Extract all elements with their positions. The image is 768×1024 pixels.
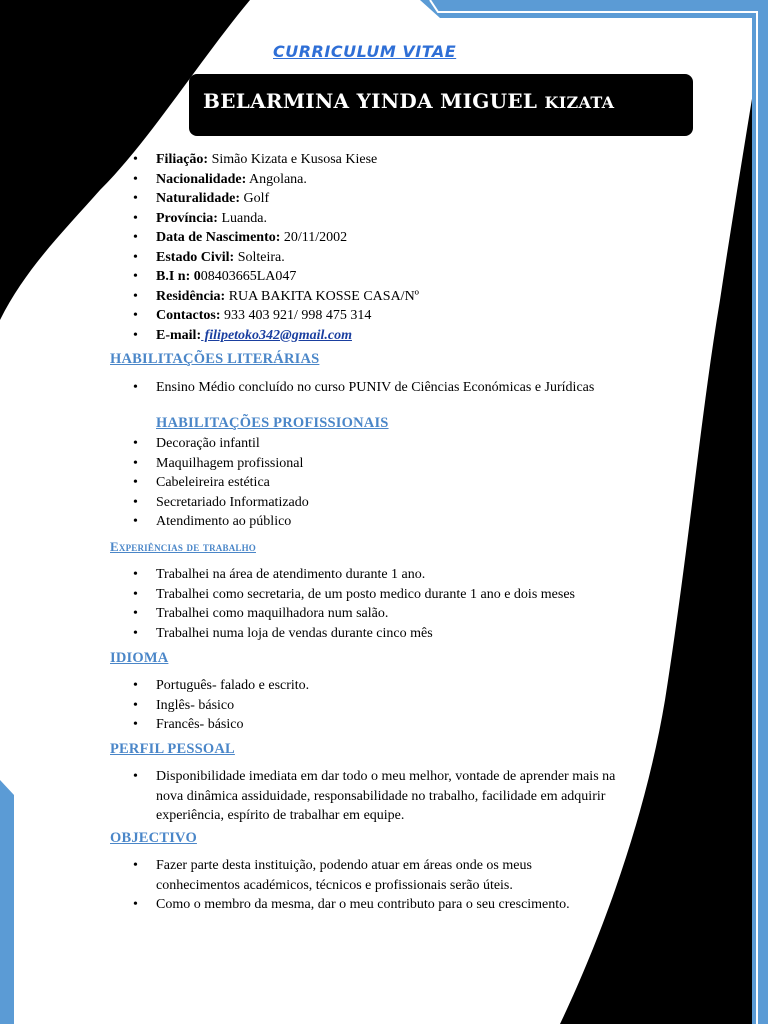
language-list [133,676,653,735]
literary-heading: HABILITAÇÕES LITERÁRIAS [110,351,320,367]
list-item: • Naturalidade: Golf [133,189,653,209]
list-item: • Inglês- básico [133,696,653,716]
list-item: • Trabalhei numa loja de vendas durante cinco mês [133,624,653,644]
list-item: • Decoração infantil [133,434,653,454]
experience-list [133,565,653,643]
list-item: • Cabeleireira estética [133,473,653,493]
professional-heading: HABILITAÇÕES PROFISSIONAIS [156,415,389,431]
cv-title: CURRICULUM VITAE [273,42,457,61]
list-item: • Trabalhei como maquilhadora num salão. [133,604,653,624]
personal-info-list [133,150,653,345]
list-item: • Atendimento ao público [133,512,653,532]
list-item: • Ensino Médio concluído no curso PUNIV de Ciências Económicas e Jurídicas [133,378,653,398]
language-heading: IDIOMA [110,650,169,666]
full-name [203,89,614,113]
list-item: • Estado Civil: Solteira. [133,248,653,268]
list-item: • B.I n: 008403665LA047 [133,267,653,287]
list-item: • Fazer parte desta instituição, podendo atuar em áreas onde os meus conhecimentos académicos, técnicos e profissionais serão úteis. [133,856,618,895]
list-item: • Disponibilidade imediata em dar todo o meu melhor, vontade de aprender mais na nova dinâmica assiduidade, responsabilidade no trabalho, facilidade em adquirir experiência, espírito de trabalhar em equipe. [133,767,633,826]
list-item: • Como o membro da mesma, dar o meu contributo para o seu crescimento. [133,895,618,915]
list-item: • Maquilhagem profissional [133,454,653,474]
email-link[interactable]: filipetoko342@gmail.com [201,327,352,343]
list-item: • Residência: RUA BAKITA KOSSE CASA/Nº [133,287,653,307]
name-main: BELARMINA YINDA MIGUEL [203,89,538,113]
profile-heading: PERFIL PESSOAL [110,741,235,757]
list-item: • Filiação: Simão Kizata e Kusosa Kiese [133,150,653,170]
profile-list [133,767,633,826]
objective-list [133,856,618,915]
list-item: • Contactos: 933 403 921/ 998 475 314 [133,306,653,326]
list-item: • Trabalhei como secretaria, de um posto medico durante 1 ano e dois meses [133,585,653,605]
name-banner [189,74,693,136]
list-item: • Nacionalidade: Angolana. [133,170,653,190]
objective-heading: OBJECTIVO [110,830,197,846]
experience-heading: Experiências de trabalho [110,539,256,554]
list-item: • E-mail: filipetoko342@gmail.com [133,326,653,346]
literary-list [133,378,653,398]
list-item: • Data de Nascimento: 20/11/2002 [133,228,653,248]
list-item: • Secretariado Informatizado [133,493,653,513]
list-item: • Província: Luanda. [133,209,653,229]
name-last: KIZATA [544,93,615,112]
list-item: • Português- falado e escrito. [133,676,653,696]
professional-list [133,434,653,532]
list-item: • Francês- básico [133,715,653,735]
list-item: • Trabalhei na área de atendimento durante 1 ano. [133,565,653,585]
